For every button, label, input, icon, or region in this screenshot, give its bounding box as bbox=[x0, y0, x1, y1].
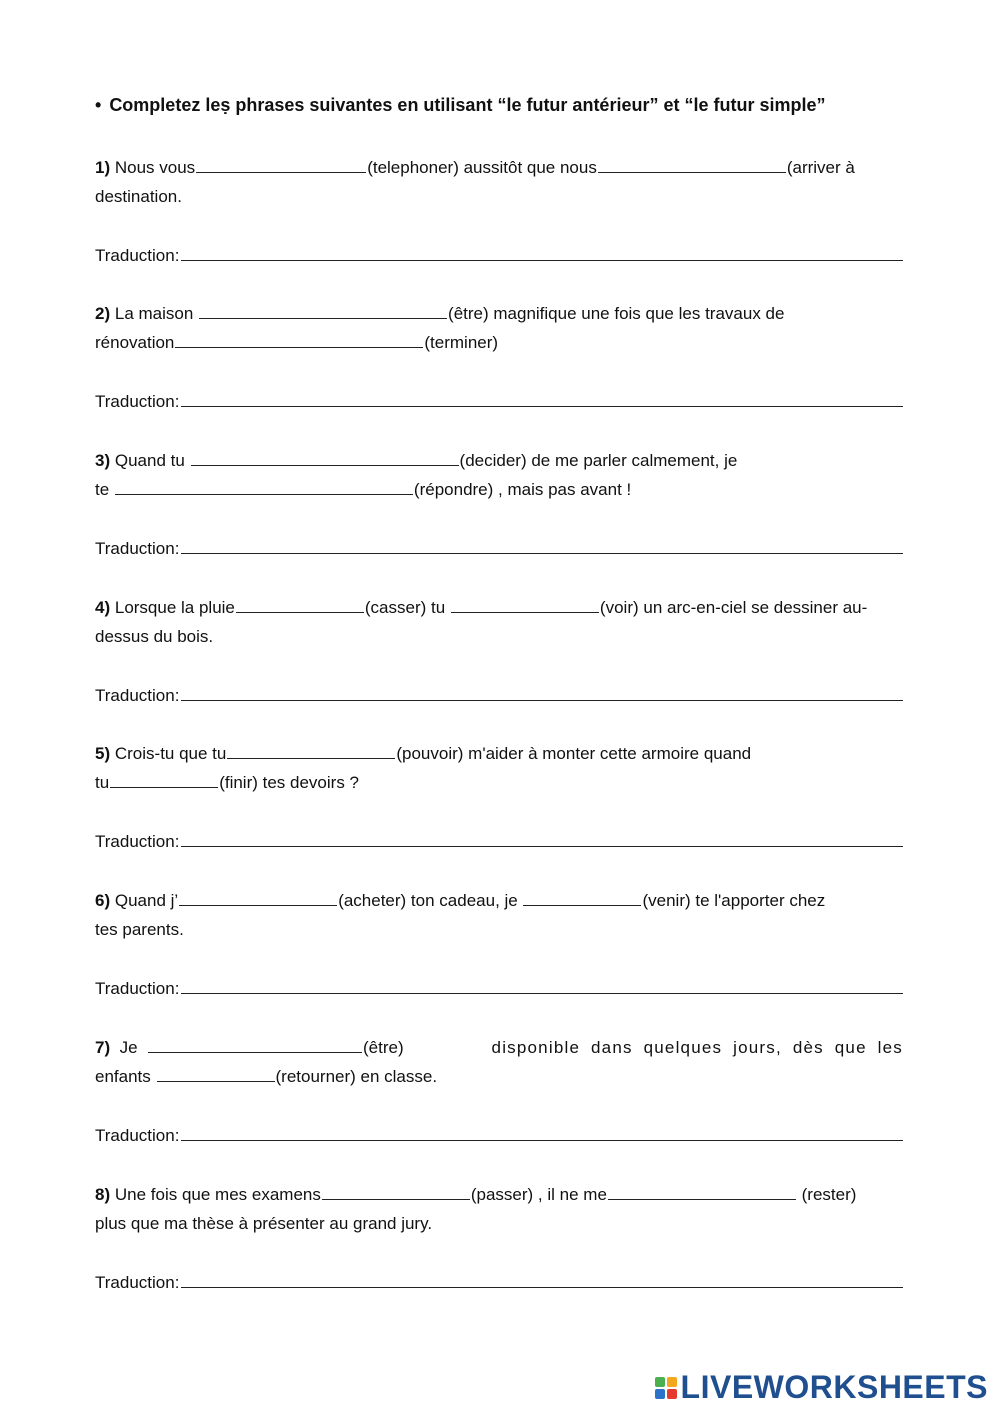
logo-square-3 bbox=[655, 1389, 665, 1399]
translation-blank[interactable] bbox=[181, 974, 903, 994]
answer-blank-2[interactable] bbox=[598, 155, 786, 173]
exercise-text: (telephoner) aussitôt que nous bbox=[367, 158, 597, 177]
answer-blank-2[interactable] bbox=[157, 1064, 275, 1082]
exercise-number: 5) bbox=[95, 744, 111, 763]
answer-blank-1[interactable] bbox=[196, 155, 366, 173]
exercise-text: (voir) un arc-en-ciel se dessiner au- bbox=[599, 598, 868, 617]
translation-line-4[interactable] bbox=[95, 681, 903, 710]
answer-blank-1[interactable] bbox=[191, 448, 459, 466]
exercise-text: (répondre) , mais pas avant ! bbox=[413, 480, 632, 499]
answer-blank-2[interactable] bbox=[608, 1182, 796, 1200]
exercise-number: 3) bbox=[95, 451, 111, 470]
translation-line-7[interactable] bbox=[95, 1121, 903, 1150]
exercise-number: 8) bbox=[95, 1185, 111, 1204]
translation-line-1[interactable] bbox=[95, 241, 903, 270]
translation-blank[interactable] bbox=[181, 1121, 903, 1141]
answer-blank-2[interactable] bbox=[451, 595, 599, 613]
exercise-text: enfants bbox=[95, 1067, 151, 1086]
exercise-text: te bbox=[95, 480, 110, 499]
logo-text: LIVEWORKSHEETS bbox=[680, 1369, 988, 1405]
exercise-number: 4) bbox=[95, 598, 111, 617]
answer-blank-2[interactable] bbox=[175, 330, 423, 348]
liveworksheets-logo-icon bbox=[655, 1377, 677, 1399]
exercise-5 bbox=[95, 739, 903, 797]
answer-blank-1[interactable] bbox=[179, 888, 337, 906]
exercise-7 bbox=[95, 1033, 903, 1091]
exercise-text: Une fois que mes examens bbox=[114, 1185, 321, 1204]
exercise-text: (rester) bbox=[801, 1185, 857, 1204]
answer-blank-2[interactable] bbox=[110, 770, 218, 788]
translation-label: Traduction: bbox=[95, 832, 180, 851]
logo-square-4 bbox=[667, 1389, 677, 1399]
answer-blank-1[interactable] bbox=[322, 1182, 470, 1200]
exercise-3 bbox=[95, 446, 903, 504]
answer-blank-2[interactable] bbox=[115, 477, 413, 495]
exercise-text: (terminer) bbox=[424, 333, 499, 352]
instruction-text: Completez leṣ phrases suivantes en utilisant “le futur antérieur” et “le futur simple” bbox=[109, 95, 826, 115]
translation-line-8[interactable] bbox=[95, 1268, 903, 1297]
exercise-text: destination. bbox=[95, 187, 182, 206]
exercise-text: (retourner) en classe. bbox=[275, 1067, 438, 1086]
answer-blank-2[interactable] bbox=[523, 888, 641, 906]
translation-label: Traduction: bbox=[95, 1273, 180, 1292]
exercise-text: Je bbox=[119, 1038, 138, 1057]
exercise-number: 1) bbox=[95, 158, 111, 177]
bullet: • bbox=[95, 95, 102, 115]
exercise-text: (être) bbox=[363, 1038, 404, 1057]
exercise-2 bbox=[95, 299, 903, 357]
exercise-number: 2) bbox=[95, 304, 111, 323]
answer-blank-1[interactable] bbox=[227, 741, 395, 759]
translation-label: Traduction: bbox=[95, 686, 180, 705]
answer-blank-1[interactable] bbox=[236, 595, 364, 613]
exercise-4 bbox=[95, 593, 903, 651]
exercise-text: Crois-tu que tu bbox=[114, 744, 227, 763]
logo-square-2 bbox=[667, 1377, 677, 1387]
translation-blank[interactable] bbox=[181, 387, 903, 407]
translation-line-6[interactable] bbox=[95, 974, 903, 1003]
exercise-text: Quand tu bbox=[114, 451, 185, 470]
exercise-text: (acheter) ton cadeau, je bbox=[338, 891, 518, 910]
instruction-heading bbox=[95, 93, 903, 117]
translation-line-3[interactable] bbox=[95, 534, 903, 563]
translation-label: Traduction: bbox=[95, 392, 180, 411]
exercise-text: (être) magnifique une fois que les travaux de bbox=[448, 304, 785, 323]
translation-line-5[interactable] bbox=[95, 827, 903, 856]
exercise-text: (venir) te l'apporter chez bbox=[642, 891, 826, 910]
translation-label: Traduction: bbox=[95, 979, 180, 998]
translation-label: Traduction: bbox=[95, 539, 180, 558]
exercise-number: 6) bbox=[95, 891, 111, 910]
exercise-text: Quand j’ bbox=[114, 891, 179, 910]
exercise-text: plus que ma thèse à présenter au grand jury. bbox=[95, 1214, 433, 1233]
exercise-text: (passer) , il ne me bbox=[470, 1185, 607, 1204]
translation-label: Traduction: bbox=[95, 246, 180, 265]
logo-square-1 bbox=[655, 1377, 665, 1387]
translation-blank[interactable] bbox=[181, 827, 903, 847]
exercise-number: 7) bbox=[95, 1038, 111, 1057]
exercise-text: (pouvoir) m'aider à monter cette armoire quand bbox=[396, 744, 752, 763]
exercise-text: disponible dans quelques jours, dès que les bbox=[491, 1038, 903, 1057]
exercise-text: (finir) tes devoirs ? bbox=[219, 773, 360, 792]
exercise-text: Nous vous bbox=[114, 158, 196, 177]
answer-blank-1[interactable] bbox=[148, 1035, 362, 1053]
exercise-text: (casser) tu bbox=[364, 598, 446, 617]
exercise-text: tes parents. bbox=[95, 920, 184, 939]
translation-blank[interactable] bbox=[181, 681, 903, 701]
exercise-text: Lorsque la pluie bbox=[114, 598, 235, 617]
exercise-text: (arriver à bbox=[786, 158, 855, 177]
translation-blank[interactable] bbox=[181, 241, 903, 261]
exercise-6 bbox=[95, 886, 903, 944]
exercise-text: (decider) de me parler calmement, je bbox=[459, 451, 738, 470]
exercise-8 bbox=[95, 1180, 903, 1238]
translation-line-2[interactable] bbox=[95, 387, 903, 416]
exercise-text: rénovation bbox=[95, 333, 175, 352]
answer-blank-1[interactable] bbox=[199, 301, 447, 319]
exercise-text: La maison bbox=[114, 304, 194, 323]
translation-blank[interactable] bbox=[181, 534, 903, 554]
translation-blank[interactable] bbox=[181, 1268, 903, 1288]
exercise-text: dessus du bois. bbox=[95, 627, 214, 646]
exercise-1 bbox=[95, 153, 903, 211]
liveworksheets-logo bbox=[655, 1369, 988, 1406]
exercise-text: tu bbox=[95, 773, 110, 792]
translation-label: Traduction: bbox=[95, 1126, 180, 1145]
